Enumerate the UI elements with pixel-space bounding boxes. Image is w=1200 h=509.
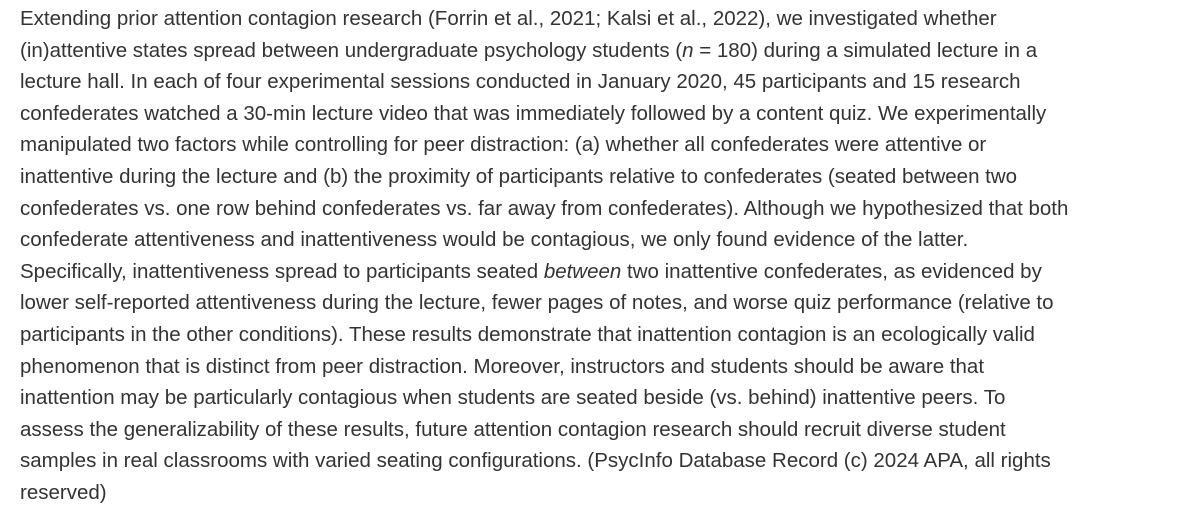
- abstract-line-14: [20, 414, 1186, 446]
- line-text: two inattentive confederates, as evidenced by: [621, 259, 1042, 283]
- abstract-line-3: [20, 66, 1186, 98]
- line-text: samples in real classrooms with varied seating configurations. (PsycInfo Database Record (c) 2024 APA, all rights: [20, 449, 1051, 473]
- line-text: inattentive during the lecture and (b) the proximity of participants relative to confederates (seated between two: [20, 164, 1018, 188]
- abstract-line-5: [20, 129, 1186, 161]
- abstract-line-2: [20, 35, 1186, 67]
- line-text: reserved): [20, 480, 107, 504]
- abstract-line-11: [20, 319, 1186, 351]
- line-text: phenomenon that is distinct from peer distraction. Moreover, instructors and students should be aware that: [20, 354, 985, 378]
- sample-size-symbol: n: [682, 38, 694, 62]
- line-text: lower self-reported attentiveness during the lecture, fewer pages of notes, and worse quiz performance (relative to: [20, 291, 1054, 315]
- line-text: (in)attentive states spread between undergraduate psychology students (: [20, 38, 683, 62]
- line-text: lecture hall. In each of four experimental sessions conducted in January 2020, 45 participants and 15 research: [20, 70, 1021, 94]
- line-text: confederate attentiveness and inattentiveness would be contagious, we only found evidence of the latter.: [20, 228, 969, 252]
- line-text: assess the generalizability of these results, future attention contagion research should recruit diverse student: [20, 417, 1006, 441]
- abstract-line-15: [20, 445, 1186, 477]
- line-text: inattention may be particularly contagious when students are seated beside (vs. behind) inattentive peers. To: [20, 386, 1006, 410]
- emphasis-between: between: [543, 259, 622, 283]
- line-text: confederates vs. one row behind confederates vs. far away from confederates). Although we hypothesized that both: [20, 196, 1069, 220]
- abstract-text: [20, 3, 1186, 509]
- line-text: = 180) during a simulated lecture in a: [693, 38, 1038, 62]
- line-text: manipulated two factors while controlling for peer distraction: (a) whether all confederates were attentive or: [20, 133, 987, 157]
- abstract-line-7: [20, 193, 1186, 225]
- line-text: participants in the other conditions). These results demonstrate that inattention contagion is an ecologically valid: [20, 322, 1035, 346]
- abstract-line-4: [20, 98, 1186, 130]
- abstract-line-6: [20, 161, 1186, 193]
- line-text: Extending prior attention contagion research (Forrin et al., 2021; Kalsi et al., 2022), we investigated whether: [20, 7, 997, 30]
- abstract-line-12: [20, 351, 1186, 383]
- line-text: confederates watched a 30-min lecture video that was immediately followed by a content quiz. We experimentally: [20, 101, 1047, 125]
- abstract-line-1: [20, 3, 1186, 35]
- abstract-line-9: [20, 256, 1186, 288]
- line-text: Specifically, inattentiveness spread to participants seated: [20, 259, 544, 283]
- abstract-line-10: [20, 287, 1186, 319]
- abstract-line-13: [20, 382, 1186, 414]
- abstract-line-16: [20, 477, 1186, 509]
- abstract-line-8: [20, 224, 1186, 256]
